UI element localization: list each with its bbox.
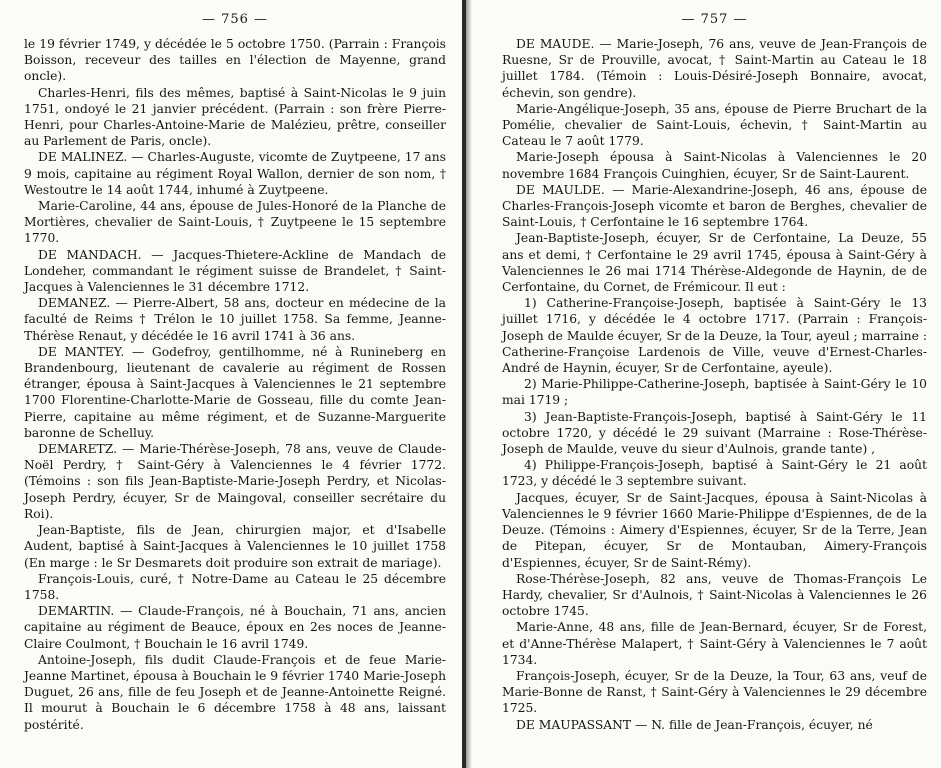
page-number: — 756 — (201, 12, 269, 27)
paragraph: Marie-Caroline, 44 ans, épouse de Jules-Honoré de la Planche de Mortières, chevalier de Saint-Louis, † Zuytpeene le 15 septembre 1770. (24, 199, 446, 246)
paragraph: 4) Philippe-François-Joseph, baptisé à Saint-Géry le 21 août 1723, y décédé le 3 septembre suivant. (502, 458, 927, 489)
paragraph: le 19 février 1749, y décédée le 5 octobre 1750. (Parrain : François Boisson, receveur des tailles en l'élection de Mayenne, grand oncle). (24, 37, 446, 84)
paragraph: DEMANEZ. — Pierre-Albert, 58 ans, docteur en médecine de la faculté de Reims † Trélon le 10 juillet 1758. Sa femme, Jeanne-Thérèse Renaut, y décédée le 16 avril 1741 à 36 ans. (24, 296, 446, 343)
paragraph: DE MALINEZ. — Charles-Auguste, vicomte de Zuytpeene, 17 ans 9 mois, capitaine au régiment Royal Wallon, dernier de son nom, † Westoutre le 14 août 1744, inhumé à Zuytpeene. (24, 150, 446, 197)
paragraph: Rose-Thérèse-Joseph, 82 ans, veuve de Thomas-François Le Hardy, chevalier, Sr d'Aulnois, † Saint-Nicolas à Valenciennes le 26 octobre 1745. (502, 571, 927, 619)
paragraph: Marie-Anne, 48 ans, fille de Jean-Bernard, écuyer, Sr de Forest, et d'Anne-Thérèse Malapert, † Saint-Géry à Valenciennes le 7 août 1734. (502, 620, 927, 667)
paragraph: DEMARTIN. — Claude-François, né à Bouchain, 71 ans, ancien capitaine au régiment de Beauce, époux en 2es noces de Jeanne-Claire Coulmont, † Bouchain le 16 avril 1749. (24, 604, 446, 651)
right-page (472, 0, 941, 768)
page-body (24, 36, 446, 733)
paragraph: DE MANTEY. — Godefroy, gentilhomme, né à Runineberg en Brandenbourg, lieutenant de cavalerie au régiment de Rossen étranger, épousa à Saint-Jacques à Valenciennes le 21 septembre 1700 Florentine-Charlotte-Marie de Gosseau, fille du comte Jean-Pierre, capitaine au même régiment, et de Suzanne-Marguerite baronne de Schelluy. (24, 344, 446, 440)
paragraph: DE MAUDE. — Marie-Joseph, 76 ans, veuve de Jean-François de Ruesne, Sr de Prouville, avocat, † Saint-Martin au Cateau le 18 juillet 1784. (Témoin : Louis-Désiré-Joseph Bonnaire, avocat, échevin, son gendre). (502, 37, 927, 100)
paragraph: François-Joseph, écuyer, Sr de la Deuze, la Tour, 63 ans, veuf de Marie-Bonne de Ranst, † Saint-Géry à Valenciennes le 29 décembre 1725. (502, 668, 927, 716)
paragraph: Jean-Baptiste, fils de Jean, chirurgien major, et d'Isabelle Audent, baptisé à Saint-Jacques à Valenciennes le 10 juillet 1758 (En marge : le Sr Desmarets doit produire son extrait de mariage). (24, 523, 446, 570)
paragraph: 1) Catherine-Françoise-Joseph, baptisée à Saint-Géry le 13 juillet 1716, y décédée le 4 octobre 1717. (Parrain : François-Joseph de Maulde écuyer, Sr de la Deuze, la Tour, ayeul ; marraine : Catherine-Françoise Lardenois de Ville, veuve d'Ernest-Charles-André de Haynin, écuyer, Sr de Cerfontaine, ayeule). (502, 296, 927, 376)
paragraph: 2) Marie-Philippe-Catherine-Joseph, baptisée à Saint-Géry le 10 mai 1719 ; (502, 377, 927, 408)
paragraph: DE MAUPASSANT — N. fille de Jean-François, écuyer, né (516, 717, 873, 732)
paragraph: Antoine-Joseph, fils dudit Claude-François et de feue Marie-Jeanne Martinet, épousa à Bouchain le 9 février 1740 Marie-Joseph Duguet, 26 ans, fille de feu Joseph et de Jeanne-Antoinette Reigné. Il mourut à Bouchain le 6 décembre 1758 à 48 ans, laissant postérité. (24, 652, 446, 732)
paragraph: Jean-Baptiste-Joseph, écuyer, Sr de Cerfontaine, La Deuze, 55 ans et demi, † Cerfontaine le 29 avril 1745, épousa à Saint-Géry à Valenciennes le 26 mai 1714 Thérèse-Aldegonde de Haynin, de de Cerfontaine, du Cornet, de Frémicour. Il eut : (502, 231, 927, 295)
paragraph: 3) Jean-Baptiste-François-Joseph, baptisé à Saint-Géry le 11 octobre 1720, y décédé le 29 suivant (Marraine : Rose-Thérèse-Joseph de Maulde, veuve du sieur d'Aulnois, grande tante) , (502, 409, 927, 457)
left-page (0, 0, 464, 768)
paragraph: DE MAULDE. — Marie-Alexandrine-Joseph, 46 ans, épouse de Charles-François-Joseph vicomte et baron de Berghes, chevalier de Saint-Louis, † Cerfontaine le 16 septembre 1764. (502, 182, 927, 230)
paragraph: Jacques, écuyer, Sr de Saint-Jacques, épousa à Saint-Nicolas à Valenciennes le 9 février 1660 Marie-Philippe d'Espiennes, de de la Deuze. (Témoins : Aimery d'Espiennes, écuyer, Sr de la Terre, Jean de Pitepan, écuyer, Sr de Montauban, Aimery-François d'Espiennes, écuyer, Sr de Saint-Rémy). (502, 490, 927, 570)
paragraph: Charles-Henri, fils des mêmes, baptisé à Saint-Nicolas le 9 juin 1751, ondoyé le 21 janvier précédent. (Parrain : son frère Pierre-Henri, pour Charles-Antoine-Marie de Malézieu, prêtre, conseiller au Parlement de Paris, oncle). (24, 85, 446, 149)
paragraph: Marie-Joseph épousa à Saint-Nicolas à Valenciennes le 20 novembre 1684 François Cuinghien, écuyer, Sr de Saint-Laurent. (502, 150, 927, 181)
page-body (502, 36, 927, 733)
paragraph: DE MANDACH. — Jacques-Thietere-Ackline de Mandach de Londeher, commandant le régiment suisse de Brandelet, † Saint-Jacques à Valenciennes le 31 décembre 1712. (24, 247, 446, 295)
paragraph: Marie-Angélique-Joseph, 35 ans, épouse de Pierre Bruchart de la Pomélie, chevalier de Saint-Louis, échevin, † Saint-Martin au Cateau le 7 août 1779. (502, 101, 927, 149)
page-number: — 757 — (681, 12, 748, 27)
paragraph: DEMARETZ. — Marie-Thérèse-Joseph, 78 ans, veuve de Claude-Noël Perdry, † Saint-Géry à Valenciennes le 4 février 1772. (Témoins : son fils Jean-Baptiste-Marie-Joseph Perdry, et Nicolas-Joseph Perdry, écuyer, Sr de Maingoval, conseiller secrétaire du Roi). (24, 442, 446, 521)
paragraph: François-Louis, curé, † Notre-Dame au Cateau le 25 décembre 1758. (24, 571, 446, 602)
